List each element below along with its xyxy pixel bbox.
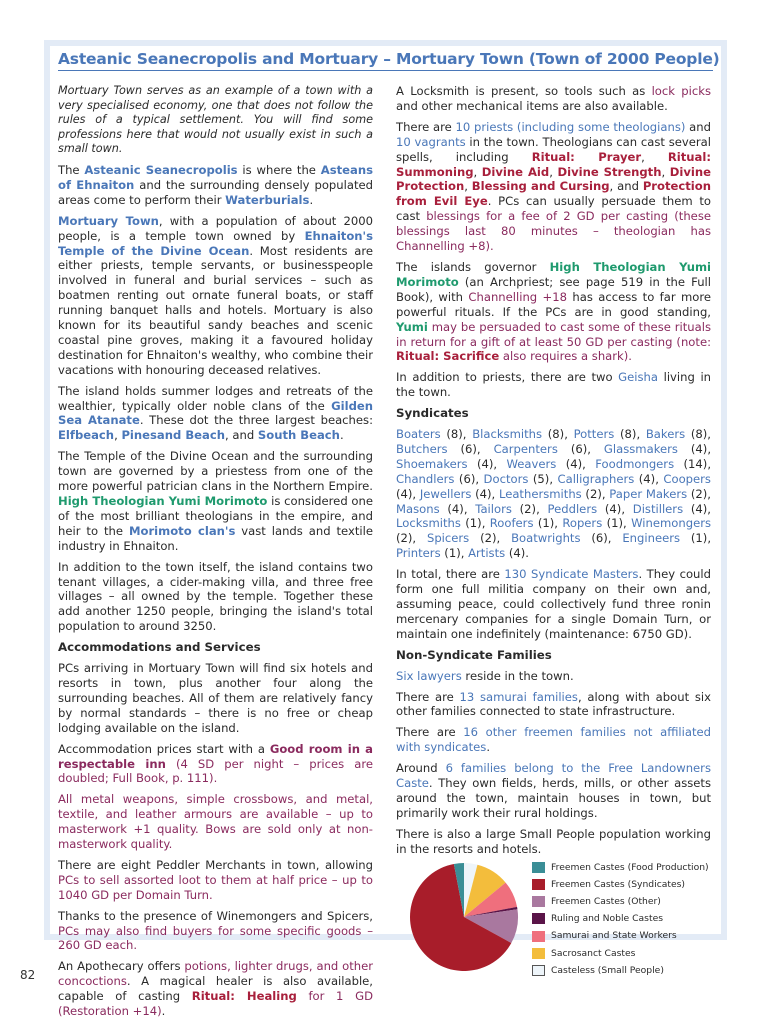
legend-swatch (532, 913, 545, 924)
syndicate-name[interactable]: Winemongers (631, 516, 712, 531)
syndicate-name[interactable]: Masons (396, 501, 440, 516)
legend-item (532, 876, 709, 893)
link-temple-divine-ocean[interactable]: Ehnaiton's Temple of the Divine Ocean (58, 228, 373, 258)
syndicate-count: (14), (674, 456, 712, 471)
heading-accommodations: Accommodations and Services (58, 640, 261, 655)
right-column (396, 84, 711, 979)
paragraph-winemongers: Thanks to the presence of Winemongers and Spicers, PCs may also find buyers for some specific goods – 260 GD each. (58, 908, 373, 953)
heading-non-syndicate: Non-Syndicate Families (396, 647, 552, 662)
syndicate-name[interactable]: Blacksmiths (472, 427, 543, 442)
syndicate-count: (8), (614, 427, 646, 442)
syndicate-name[interactable]: Butchers (396, 441, 448, 456)
page-number: 82 (20, 968, 36, 982)
legend-label: Ruling and Noble Castes (551, 913, 664, 925)
paragraph-lawyers: Six lawyers reside in the town. (396, 668, 574, 683)
syndicate-count: (8), (685, 427, 711, 442)
syndicate-name[interactable]: Bakers (645, 427, 686, 442)
syndicate-name[interactable]: Distillers (632, 501, 684, 516)
syndicate-name[interactable]: Tailors (475, 501, 512, 516)
link-ritual-healing[interactable]: Ritual: Healing (191, 989, 297, 1004)
legend-item (532, 859, 709, 876)
legend-swatch (532, 965, 545, 976)
syndicate-count: (4), (396, 486, 420, 501)
syndicate-count: (4), (677, 441, 712, 456)
legend-swatch (532, 931, 545, 942)
paragraph-syndicate-masters: In total, there are 130 Syndicate Masters. They could form one full militia company on their own and, assuming peace, could collectively fund three ronin mercenary companies for a single Domain Turn, or maintain one indefinitely (maintenance: 6750 GD). (396, 567, 711, 641)
legend-label: Freemen Castes (Food Production) (551, 861, 709, 873)
syndicate-name[interactable]: Artists (468, 546, 506, 561)
left-column (58, 84, 373, 1025)
legend-label: Freemen Castes (Other) (551, 896, 661, 907)
paragraph-priests: There are 10 priests (including some theologians) and 10 vagrants in the town. Theologians can cast several spells, including Ritual: Prayer, Ritual: Summoning, Divine Aid, Divine Strength, Divine Protection, Blessing and Cursing, and Protection from Evil Eye. PCs can usually persuade them to cast blessings for a fee of 2 GD per casting (these blessings last 80 minutes – theologian has Channelling +8). (396, 119, 712, 254)
syndicate-name[interactable]: Coopers (663, 471, 711, 486)
syndicate-name[interactable]: Printers (396, 546, 441, 561)
legend-swatch (532, 948, 545, 959)
link-ritual-prayer[interactable]: Ritual: Prayer (531, 149, 642, 164)
syndicate-count: (2), (511, 501, 548, 516)
syndicate-count: (1), (533, 516, 563, 531)
link-asteanic-seanecropolis[interactable]: Asteanic Seanecropolis (84, 162, 238, 177)
legend-label: Casteless (Small People) (551, 964, 664, 976)
syndicate-count: (4), (683, 501, 711, 516)
syndicate-count: (6), (580, 531, 623, 546)
paragraph-island-population: In addition to the town itself, the island contains two tenant villages, a cider-making villa, and three free villages – all owned by the temple. Together these add another 1250 people, bringing the island's total population to around 3250. (58, 559, 373, 634)
pie-svg (408, 861, 520, 973)
paragraph-small-people: There is also a large Small People population working in the resorts and hotels. (396, 826, 711, 856)
syndicate-count: (4), (634, 471, 664, 486)
syndicate-count: (4), (471, 486, 499, 501)
paragraph-locksmith: A Locksmith is present, so tools such as lock picks and other mechanical items are also available. (396, 84, 711, 113)
paragraph-mortuary-town: Mortuary Town, with a population of about 2000 people, is a temple town owned by Ehnaiton's Temple of the Divine Ocean. Most residents are either priests, temple servants, or businesspeople involved in funeral and burial services – such as boatmen renting out ornate funeral boats, or staff running banquet halls and hotels. Mortuary is also known for its beautiful sandy beaches and scenic coastal pine groves, making it a favoured holiday destination for Ehnaiton's wealthy, who combine their vacations with honouring deceased relatives. (58, 213, 374, 377)
paragraph-governor: The islands governor High Theologian Yumi Morimoto (an Archpriest; see page 519 in the Full Book), with Channelling +18 has access to far more powerful rituals. If the PCs are in good standing, Yumi may be persuaded to cast some of these rituals in return for a gift of at least 50 GD per casting (note: Ritual: Sacrifice also requires a shark). (396, 259, 712, 364)
link-ritual-sacrifice[interactable]: Ritual: Sacrifice (396, 349, 500, 364)
legend-item (532, 893, 709, 910)
syndicate-name[interactable]: Engineers (622, 531, 681, 546)
paragraph-weapons: All metal weapons, simple crossbows, and metal, textile, and leather armours are available – up to masterwork +1 quality. Bows are sold only at non-masterwork quality. (58, 792, 373, 852)
syndicate-name[interactable]: Jewellers (419, 486, 472, 501)
syndicate-count: (4), (467, 456, 507, 471)
syndicate-count: (4). (505, 546, 529, 561)
link-elfbeach[interactable]: Elfbeach (58, 428, 115, 443)
link-governor-yumi-morimoto[interactable]: High Theologian Yumi Morimoto (396, 259, 712, 289)
syndicate-name[interactable]: Boatwrights (511, 531, 581, 546)
legend-swatch (532, 862, 545, 873)
legend-swatch (532, 896, 545, 907)
legend-label: Sacrosanct Castes (551, 947, 636, 959)
syndicate-count: (2), (469, 531, 512, 546)
link-pinesand-beach[interactable]: Pinesand Beach (121, 428, 225, 443)
link-divine-strength[interactable]: Divine Strength (557, 164, 662, 179)
paragraph-peddlers: There are eight Peddler Merchants in town, allowing PCs to sell assorted loot to them at half price – up to 1040 GD per Domain Turn. (58, 857, 373, 902)
syndicate-name[interactable]: Roofers (489, 516, 534, 531)
link-protection-evil-eye[interactable]: Protection from Evil Eye (396, 179, 712, 209)
page-title: Asteanic Seanecropolis and Mortuary – Mortuary Town (Town of 2000 People) (58, 50, 713, 71)
paragraph-hotels: PCs arriving in Mortuary Town will find six hotels and resorts in town, plus another four along the surrounding beaches. All of them are relatively fancy by normal standards – there is no free or cheap lodging available on the island. (58, 661, 373, 735)
syndicate-name[interactable]: Potters (573, 427, 615, 442)
syndicate-name[interactable]: Boaters (396, 427, 441, 442)
intro-paragraph: Mortuary Town serves as an example of a town with a very specialised economy, one that does not follow the rules of a typical settlement. You will find some professions here that would not usually exist in such a small town. (58, 84, 373, 156)
paragraph-temple-governance: The Temple of the Divine Ocean and the surrounding town are governed by a priestess from one of the more powerful patrician clans in the Northern Empire. High Theologian Yumi Morimoto is considered one of the most brilliant theologians in the empire, and heir to the Morimoto clan's vast lands and textile industry in Ehnaiton. (58, 449, 373, 553)
link-gilden-sea-atanate[interactable]: Gilden Sea Atanate (58, 398, 373, 428)
link-mortuary-town[interactable]: Mortuary Town (58, 213, 159, 228)
syndicate-name[interactable]: Shoemakers (396, 456, 468, 471)
heading-syndicates: Syndicates (396, 406, 469, 421)
link-divine-aid[interactable]: Divine Aid (481, 164, 550, 179)
paragraph-seanecropolis: The Asteanic Seanecropolis is where the Asteans of Ehnaiton and the surrounding densely populated areas come to perform their Waterburials. (58, 162, 374, 207)
syndicate-name[interactable]: Glassmakers (603, 441, 678, 456)
syndicate-count: (1), (602, 516, 632, 531)
link-morimoto-clan[interactable]: Morimoto clan's (128, 523, 236, 538)
paragraph-island-lodges: The island holds summer lodges and retreats of the wealthier, typically older noble clans of the Gilden Sea Atanate. These dot the three largest beaches: Elfbeach, Pinesand Beach, and South Beach. (58, 383, 373, 443)
link-good-room[interactable]: Good room in a respectable inn (58, 741, 373, 771)
syndicate-count: (2), (687, 486, 711, 501)
paragraph-samurai: There are 13 samurai families, along with about six other families connected to state infrastructure. (396, 689, 711, 719)
syndicate-count: (1), (680, 531, 712, 546)
content-box (44, 40, 727, 1019)
link-asteans-of-ehnaiton[interactable]: Asteans of Ehnaiton (58, 162, 374, 192)
syndicate-name[interactable]: Leathersmiths (498, 486, 582, 501)
syndicate-count: (2), (581, 486, 610, 501)
syndicate-name[interactable]: Peddlers (547, 501, 598, 516)
syndicate-name[interactable]: Paper Makers (609, 486, 688, 501)
syndicate-name[interactable]: Carpenters (493, 441, 558, 456)
syndicate-name[interactable]: Ropers (562, 516, 603, 531)
legend-item (532, 945, 709, 962)
syndicate-count: (4), (439, 501, 476, 516)
legend-item (532, 910, 709, 927)
paragraph-accommodation-prices: Accommodation prices start with a Good room in a respectable inn (4 SD per night – prices are doubled; Full Book, p. 111). (58, 741, 373, 786)
link-waterburials[interactable]: Waterburials (225, 192, 310, 207)
syndicate-count: (5), (528, 471, 558, 486)
content-box-inner (50, 46, 721, 1019)
legend-label: Samurai and State Workers (551, 930, 677, 942)
link-south-beach[interactable]: South Beach (257, 428, 340, 443)
caste-pie-chart (396, 859, 711, 979)
paragraph-freemen: There are 16 other freemen families not affiliated with syndicates. (396, 725, 711, 755)
legend-label: Freemen Castes (Syndicates) (551, 878, 686, 890)
syndicate-count: (8), (440, 427, 473, 442)
syndicate-name[interactable]: Doctors (483, 471, 529, 486)
syndicate-count: (1), (440, 546, 469, 561)
syndicate-count: (6), (454, 471, 484, 486)
syndicate-count: (4), (556, 456, 596, 471)
syndicate-name[interactable]: Calligraphers (557, 471, 635, 486)
legend-item (532, 927, 709, 944)
syndicate-count: (4), (597, 501, 633, 516)
syndicate-name[interactable]: Locksmiths (396, 516, 461, 531)
syndicate-count: (2), (396, 531, 427, 546)
legend-item (532, 962, 709, 979)
paragraph-apothecary: An Apothecary offers potions, lighter drugs, and other concoctions. A magical healer is also available, capable of casting Ritual: Healing for 1 GD (Restoration +14). (58, 959, 374, 1019)
link-divine-protection[interactable]: Divine Protection (396, 164, 711, 194)
syndicate-list (396, 427, 711, 561)
link-blessing-cursing[interactable]: Blessing and Cursing (471, 179, 610, 194)
chart-legend (532, 859, 709, 979)
syndicate-name[interactable]: Foodmongers (595, 456, 675, 471)
syndicate-count: (6), (447, 441, 494, 456)
syndicate-count: (8), (542, 427, 574, 442)
syndicate-name[interactable]: Chandlers (396, 471, 455, 486)
syndicate-count: (6), (557, 441, 604, 456)
legend-swatch (532, 879, 545, 890)
paragraph-landowners: Around 6 families belong to the Free Landowners Caste. They own fields, herds, mills, or other assets around the town, maintain houses in town, but primarily work their rural holdings. (396, 761, 711, 820)
link-yumi-morimoto[interactable]: High Theologian Yumi Morimoto (58, 494, 268, 508)
syndicate-name[interactable]: Spicers (426, 531, 470, 546)
syndicate-name[interactable]: Weavers (506, 456, 557, 471)
link-ritual-summoning[interactable]: Ritual: Summoning (396, 149, 711, 179)
syndicate-count: (1), (460, 516, 490, 531)
paragraph-geisha: In addition to priests, there are two Geisha living in the town. (396, 370, 712, 400)
